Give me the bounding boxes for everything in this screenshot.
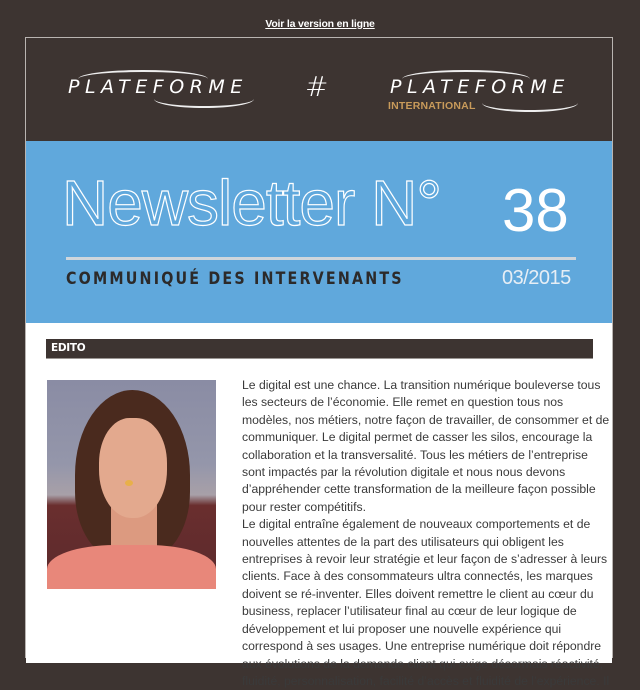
hash-separator: # [305, 70, 329, 103]
plateforme-logo: PLATEFORME [68, 76, 248, 98]
edito-paragraph: Le digital est une chance. La transition numérique bouleverse tous les secteurs de l’économie. Elle remet en question tous nos modèles, nos métiers, notre façon de travailler, de consommer et de communiquer. Le digital permet de casser les silos, encourage la collaboration et la transversalité. Tous les métiers de l’entreprise sont impactés par la révolution digitale et nous nous devons d’appréhender cette transformation de la meilleure façon possible pour rester compétitifs. [242, 378, 610, 514]
edito-heading: EDITO [51, 342, 86, 354]
logo-right-arc-bottom [482, 94, 578, 112]
edito-section-header [46, 339, 593, 359]
newsletter-banner [26, 141, 612, 323]
newsletter-title [62, 167, 441, 239]
banner-divider [66, 257, 576, 260]
portrait-photo [47, 380, 216, 589]
content-area [26, 323, 612, 688]
international-label: INTERNATIONAL [388, 100, 476, 112]
edito-paragraph: Le digital entraîne également de nouveaux comportements et de nouvelles attentes de la part des utilisateurs qui obligent les entreprises à revoir leur stratégie et leur façon de s’adresser à leurs clients. Face à des consommateurs ultra connectés, les marques doivent se ré-inventer. Elles doivent remettre le client au cœur du business, replacer l’utilisateur final au cœur de leur logique de développement et lui proposer une nouvelle expérience qui correspond à ses usages. Une entreprise numérique doit répondre aux évolutions de la demande client qui exige désormais réactivité, fluidité, personnalisation, facilité d’accès et fluidité de l’expérience. Il [242, 517, 610, 688]
newsletter-container [25, 37, 613, 688]
view-online-link[interactable]: Voir la version en ligne [265, 18, 375, 30]
edito-body [242, 377, 614, 690]
top-link-bar [0, 14, 640, 32]
logo-left-arc-bottom [154, 90, 254, 108]
newsletter-date: 03/2015 [502, 267, 571, 289]
photo-shirt-shape [47, 545, 216, 589]
newsletter-number: 38 [502, 177, 569, 244]
newsletter-subtitle: COMMUNIQUÉ DES INTERVENANTS [66, 269, 404, 289]
plateforme-international-logo: PLATEFORME [390, 76, 570, 98]
microphone-icon [125, 480, 133, 486]
logo-header [26, 38, 612, 141]
newsletter-title-text: Newsletter N° [62, 167, 441, 239]
photo-face-shape [99, 418, 167, 518]
